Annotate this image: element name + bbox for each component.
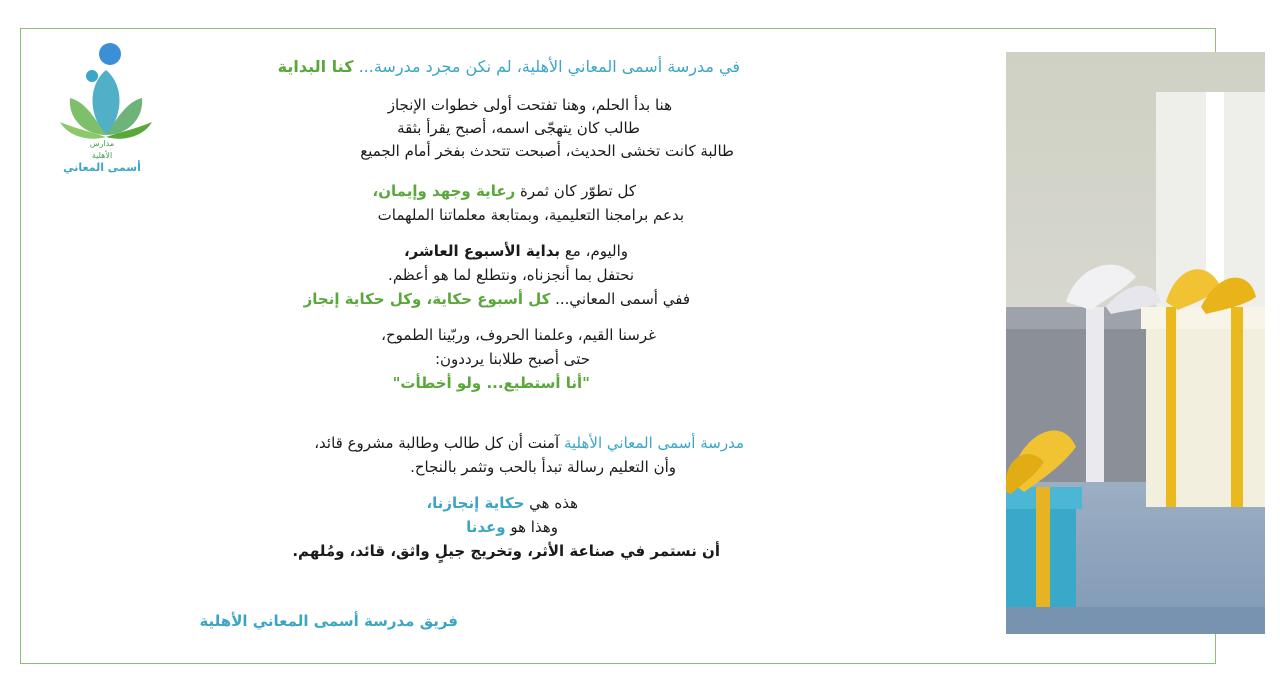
p1-line2: طالب كان يتهجّى اسمه، أصبح يقرأ بثقة xyxy=(397,119,640,137)
p5-line2: وأن التعليم رسالة تبدأ بالحب وتثمر بالنجاح. xyxy=(410,458,676,476)
p4-line2: حتى أصبح طلابنا يرددون: xyxy=(434,350,590,368)
p3-line3 xyxy=(304,288,690,310)
p6-line1-highlight: حكاية إنجازنا، xyxy=(426,494,525,512)
p5-line1-highlight: مدرسة أسمى المعاني الأهلية xyxy=(563,434,744,452)
p2-line1-highlight: رعاية وجهد وإيمان، xyxy=(372,182,516,200)
p6-line1 xyxy=(426,492,578,514)
p2-line2: بدعم برامجنا التعليمية، وبمتابعة معلماتنا الملهمات xyxy=(377,206,684,224)
gift-boxes-photo xyxy=(1006,52,1265,634)
p3-line1 xyxy=(404,240,628,262)
title-highlight: كنا البداية xyxy=(277,57,354,76)
p3-line1-prefix: واليوم، مع xyxy=(564,242,628,260)
title-prefix: في مدرسة أسمى المعاني الأهلية، لم نكن مجرد مدرسة... xyxy=(358,57,740,76)
gift-illustration-icon xyxy=(1006,52,1265,634)
p3-line2: نحتفل بما أنجزناه، ونتطلع لما هو أعظم. xyxy=(388,266,634,284)
p6-line1-prefix: هذه هي xyxy=(529,494,578,512)
p3-line3-highlight: كل أسبوع حكاية، وكل حكاية إنجاز xyxy=(303,290,551,308)
p2-line1-prefix: كل تطوّر كان ثمرة xyxy=(520,182,636,200)
p1-line3: طالبة كانت تخشى الحديث، أصبحت تتحدث بفخر أمام الجميع xyxy=(360,142,734,160)
p5-line1-rest: آمنت أن كل طالب وطالبة مشروع قائد، xyxy=(314,434,560,452)
logo-text xyxy=(52,138,152,174)
title-line xyxy=(278,56,740,78)
logo-line2: الأهلية xyxy=(91,151,113,160)
p6-line2-highlight: وعدنا xyxy=(466,518,506,536)
p5-line1 xyxy=(314,432,744,454)
p3-line1-bold: بداية الأسبوع العاشر، xyxy=(403,242,561,260)
logo-line1: مدارس xyxy=(89,139,115,148)
p4-line3: "أنا أستطيع... ولو أخطأت" xyxy=(392,374,590,392)
p3-line3-prefix: ففي أسمى المعاني... xyxy=(555,290,690,308)
p4-line1: غرسنا القيم، وعلمنا الحروف، وربّينا الطموح، xyxy=(381,326,656,344)
p2-line1 xyxy=(373,180,636,202)
p6-line3: أن نستمر في صناعة الأثر، وتخريج جيلٍ واثق، قائد، ومُلهم. xyxy=(292,542,720,560)
p6-line2 xyxy=(466,516,558,538)
p1-line1: هنا بدأ الحلم، وهنا تفتحت أولى خطوات الإنجاز xyxy=(387,96,672,114)
logo-line3: أسمى المعاني xyxy=(63,161,141,174)
p6-line2-prefix: وهذا هو xyxy=(510,518,558,536)
signature: فريق مدرسة أسمى المعاني الأهلية xyxy=(199,612,458,630)
logo-emblem-icon xyxy=(56,40,156,140)
